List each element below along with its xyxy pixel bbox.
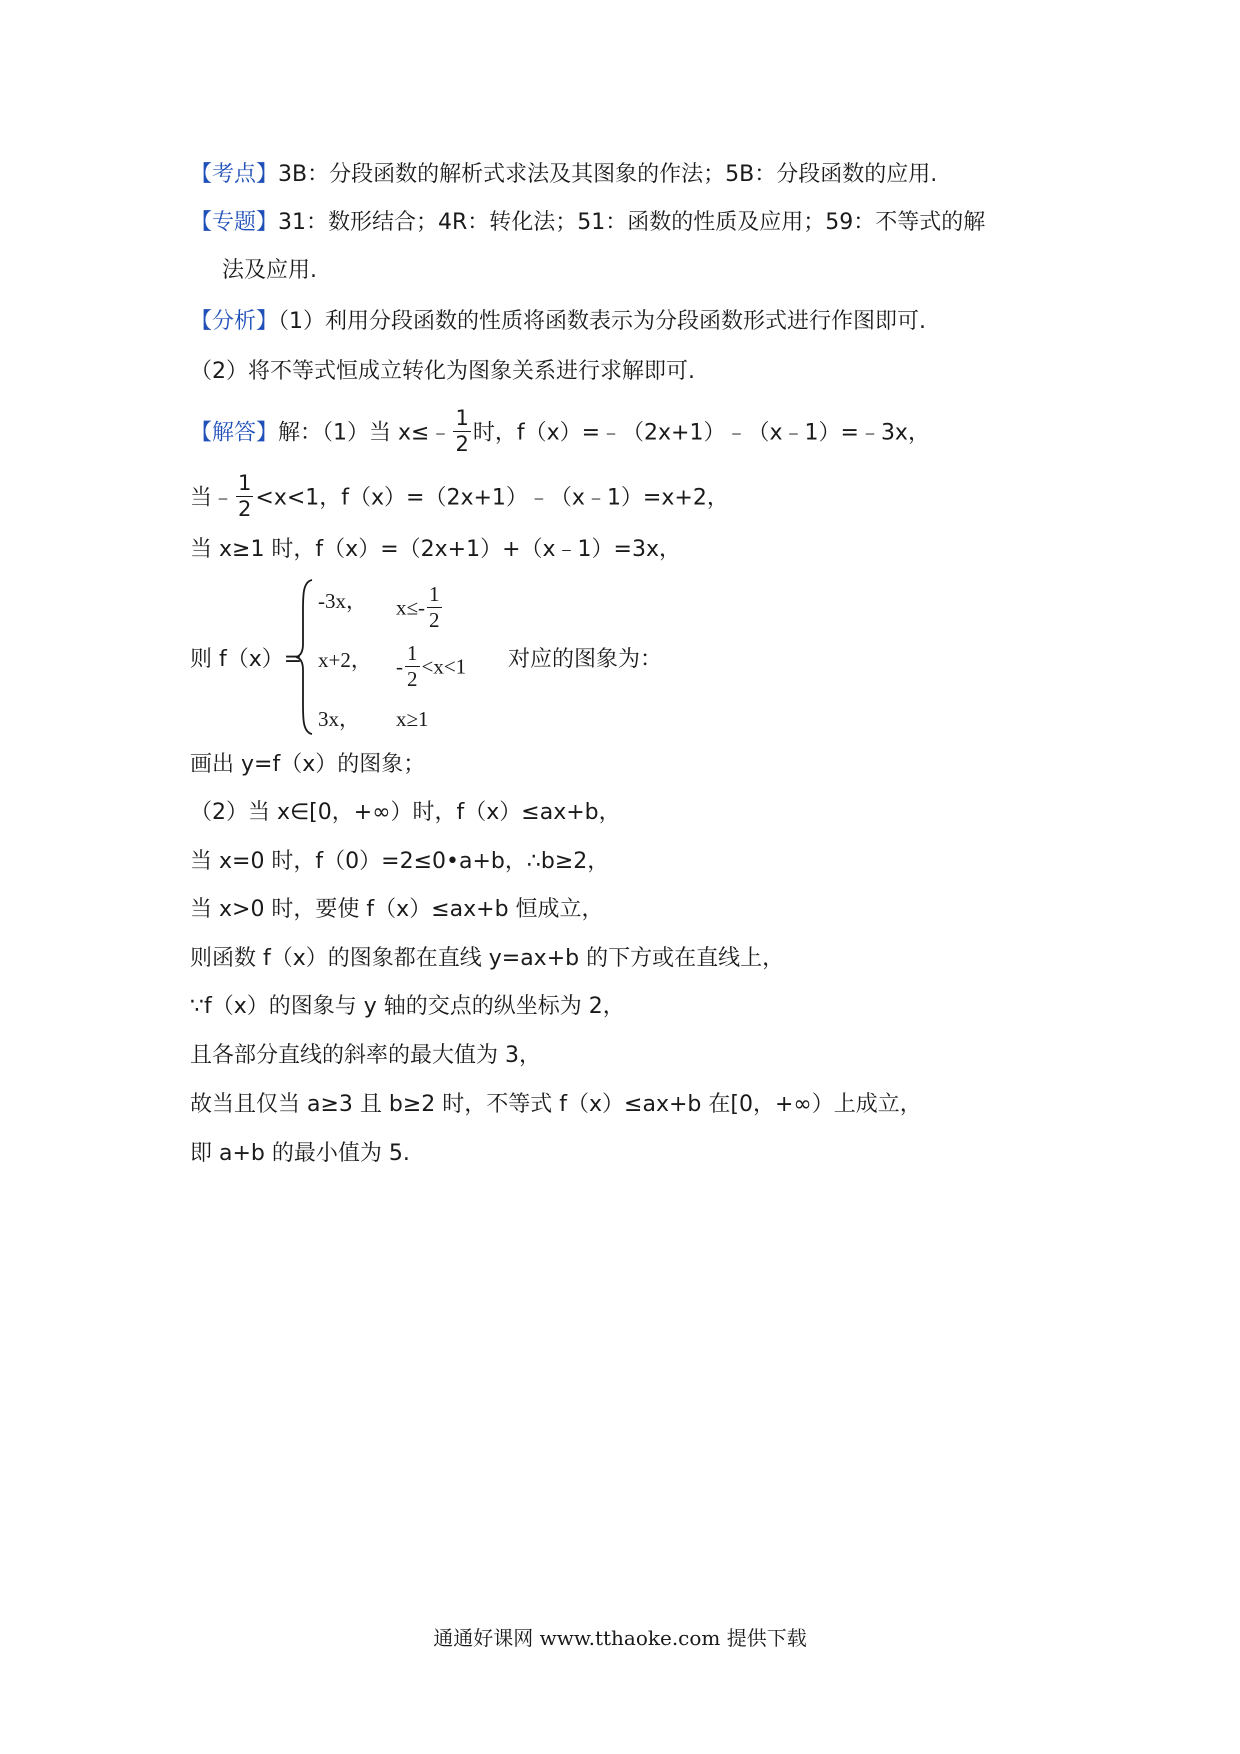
fraction-numerator: 1	[407, 641, 418, 665]
jieda-line-9: 则函数 f（x）的图象都在直线 y=ax+b 的下方或在直线上，	[190, 946, 785, 971]
fraction-half-4	[405, 643, 420, 690]
piece-1-cond-text: x≤-	[396, 595, 426, 620]
jieda-line-6: （2）当 x∈[0，+∞）时，f（x）≤ax+b，	[190, 800, 621, 825]
fenxi-text: （1）利用分段函数的性质将函数表示为分段函数形式进行作图即可.	[278, 309, 927, 334]
jieda-line-13: 即 a+b 的最小值为 5.	[190, 1141, 410, 1166]
piecewise-after-text: 对应的图象为：	[508, 647, 663, 672]
jieda-line-10: ∵f（x）的图象与 y 轴的交点的纵坐标为 2，	[190, 994, 625, 1019]
jieda-text-1a: 解：（1）当 x≤﹣	[278, 420, 452, 446]
jieda-text-2b: <x<1，f（x）=（2x+1）﹣（x﹣1）=x+2，	[255, 485, 729, 511]
fraction-numerator: 1	[455, 406, 469, 430]
jieda-line-7: 当 x=0 时，f（0）=2≤0•a+b，∴b≥2，	[190, 849, 610, 874]
jieda-line-2	[190, 471, 729, 522]
kaodian-tag: 【考点】	[190, 162, 279, 187]
piece-1-expr: -3x，	[318, 589, 367, 613]
jieda-tag: 【解答】	[190, 420, 279, 446]
fraction-half-2	[236, 473, 253, 520]
fenxi-line	[190, 307, 926, 337]
fenxi-tag: 【分析】	[190, 309, 279, 334]
jieda-text-1b: 时，f（x）=﹣（2x+1）﹣（x﹣1）=﹣3x，	[472, 420, 930, 446]
piece-2-cond-text: <x<1	[421, 654, 467, 679]
fraction-denominator: 2	[429, 608, 440, 632]
zhuanti-line	[190, 208, 985, 238]
kaodian-text: 3B：分段函数的解析式求法及其图象的作法；5B：分段函数的应用.	[278, 162, 938, 187]
zhuanti-tag: 【专题】	[190, 210, 279, 235]
fraction-denominator: 2	[455, 432, 469, 456]
zhuanti-text-cont: 法及应用.	[222, 258, 317, 283]
jieda-line-8: 当 x>0 时，要使 f（x）≤ax+b 恒成立，	[190, 897, 604, 922]
piece-2-cond-sign: -	[396, 654, 403, 679]
kaodian-line	[190, 160, 937, 190]
piecewise-label: 则 f（x）=	[190, 647, 303, 672]
zhuanti-text: 31：数形结合；4R：转化法；51：函数的性质及应用；59：不等式的解	[278, 210, 986, 235]
piece-2-cond	[396, 641, 467, 692]
jieda-line-3: 当 x≥1 时，f（x）=（2x+1）+（x﹣1）=3x，	[190, 537, 681, 562]
piece-3-expr: 3x，	[318, 707, 360, 731]
piece-1-cond	[396, 582, 444, 633]
fenxi-text-2: （2）将不等式恒成立转化为图象关系进行求解即可.	[190, 359, 695, 384]
fraction-denominator: 2	[407, 667, 418, 691]
fraction-half-3	[427, 584, 442, 631]
jieda-line-1	[190, 406, 930, 457]
jieda-text-2a: 当﹣	[190, 485, 235, 511]
piece-2-expr: x+2，	[318, 648, 372, 672]
jieda-line-12: 故当且仅当 a≥3 且 b≥2 时，不等式 f（x）≤ax+b 在[0，+∞）上成立，	[190, 1092, 922, 1117]
fraction-denominator: 2	[238, 497, 252, 521]
piece-3-cond: x≥1	[396, 707, 429, 731]
fraction-half-1	[453, 408, 470, 455]
jieda-line-11: 且各部分直线的斜率的最大值为 3，	[190, 1043, 541, 1068]
fraction-numerator: 1	[238, 471, 252, 495]
jieda-line-5: 画出 y=f（x）的图象；	[190, 752, 426, 777]
piecewise-brace-icon	[294, 578, 316, 736]
fraction-numerator: 1	[429, 582, 440, 606]
page-footer: 通通好课网 www.tthaoke.com 提供下载	[433, 1626, 807, 1650]
